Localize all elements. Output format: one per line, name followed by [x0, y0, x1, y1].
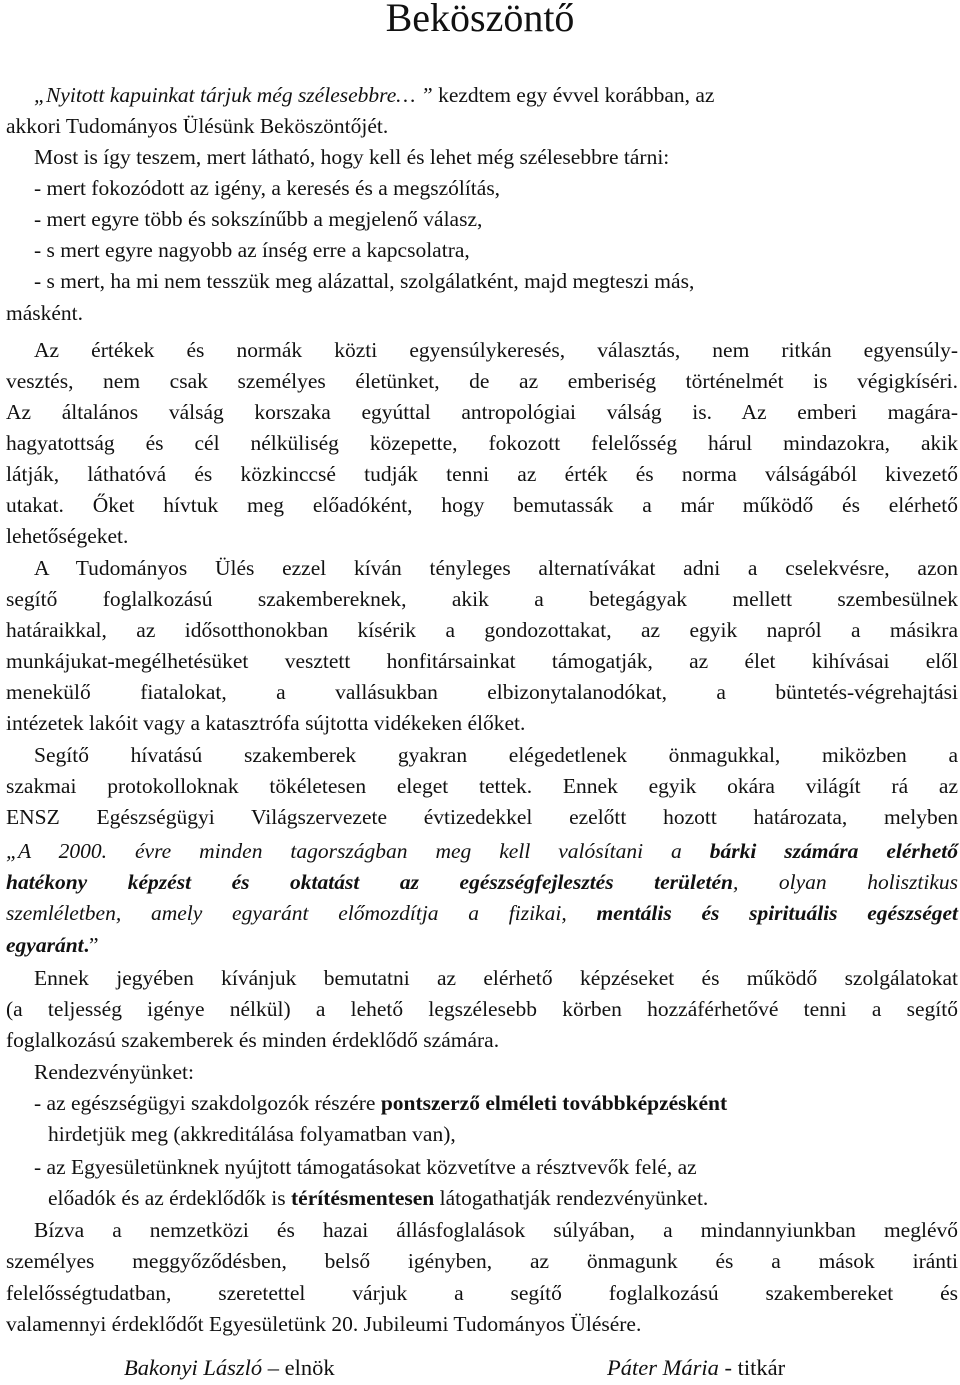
paragraph-line: lehetőségeket.	[6, 524, 129, 548]
paragraph-line: valamennyi érdeklődőt Egyesületünk 20. Jubileumi Tudományos Ülésére.	[6, 1312, 642, 1336]
intro-line: akkori Tudományos Ülésünk Beköszöntőjét.	[6, 114, 389, 138]
who-quote-line	[6, 930, 958, 961]
who-quote-emphasis: mentális és spirituális egészséget	[596, 901, 958, 925]
who-quote-close: ”	[89, 933, 99, 957]
events-item: hirdetjük meg (akkreditálása folyamatban van),	[48, 1122, 456, 1146]
paragraph-line: személyes meggyőződésben, belső igényben, az önmagunk és a mások iránti	[6, 1249, 958, 1273]
events-item-emphasis: pontszerző elméleti továbbképzésként	[380, 1091, 728, 1115]
list-item: másként.	[6, 301, 84, 325]
events-item	[34, 1088, 958, 1119]
intro-quote: „Nyitott kapuinkat tárjuk még szélesebbre… ”	[34, 83, 433, 107]
who-quote-line	[6, 867, 958, 898]
events-item-text: előadók és az érdeklődők is	[48, 1186, 291, 1210]
signature-name: Páter Mária	[607, 1355, 719, 1380]
who-quote-text: , olyan holisztikus	[732, 870, 958, 894]
events-item-emphasis: térítésmentesen	[291, 1186, 435, 1210]
paragraph-line: ENSZ Egészségügyi Világszervezete évtizedekkel ezelőtt hozott határozata, melyben	[6, 805, 958, 829]
paragraph-line: Ennek jegyében kívánjuk bemutatni az elérhető képzéseket és működő szolgálatokat	[34, 966, 958, 990]
intro-text: kezdtem egy évvel korábban, az	[432, 83, 715, 107]
paragraph-line: Az értékek és normák közti egyensúlykeresés, választás, nem ritkán egyensúly-	[34, 338, 958, 362]
events-item-text: látogathatják rendezvényünket.	[434, 1186, 709, 1210]
paragraph-line: vesztés, nem csak személyes életünket, de az emberiség történelmét is végigkíséri.	[6, 369, 958, 393]
who-quote-period: .	[83, 933, 90, 957]
who-quote-emphasis: egyaránt	[6, 933, 84, 957]
paragraph-line: Az általános válság korszaka egyúttal antropológiai válság is. Az emberi magára-	[6, 400, 958, 424]
paragraph-line: segítő foglalkozású szakembereknek, akik a betegágyak mellett szembesülnek	[6, 587, 958, 611]
paragraph-line: menekülő fiatalokat, a vallásukban elbizonytalanodókat, a büntetés-végrehajtási	[6, 680, 958, 704]
events-item	[48, 1183, 958, 1214]
paragraph-line: foglalkozású szakemberek és minden érdeklődő számára.	[6, 1028, 500, 1052]
signature-president	[124, 1352, 335, 1384]
list-item: - mert egyre több és sokszínűbb a megjelenő válasz,	[34, 207, 483, 231]
paragraph-line: hagyatottság és cél nélküliség közepette, fokozott felelősség hárul mindazokra, akik	[6, 431, 958, 455]
paragraph-line: látják, láthatóvá és közkinccsé tudják tenni az érték és norma válságából kivezető	[6, 462, 958, 486]
paragraph-line: A Tudományos Ülés ezzel kíván tényleges alternatívákat adni a cselekvésre, azon	[34, 556, 958, 580]
paragraph-line: Segítő hívatású szakemberek gyakran elégedetlenek önmagukkal, miközben a	[34, 743, 958, 767]
paragraph-line: felelősségtudatban, szeretettel várjuk a segítő foglalkozású szakembereket és	[6, 1281, 958, 1305]
paragraph-line: Most is így teszem, mert látható, hogy kell és lehet még szélesebbre tárni:	[34, 145, 670, 169]
intro-line	[34, 80, 958, 111]
who-quote-line	[6, 836, 958, 867]
list-item: - s mert egyre nagyobb az ínség erre a kapcsolatra,	[34, 238, 470, 262]
paragraph-line: határaikkal, az idősotthonokban kísérik a gondozottakat, az egyik napról a másikra	[6, 618, 958, 642]
list-item: - mert fokozódott az igény, a keresés és a megszólítás,	[34, 176, 501, 200]
who-quote-emphasis: hatékony képzést és oktatást az egészségfejlesztés területén	[6, 870, 733, 894]
paragraph-line: Bízva a nemzetközi és hazai állásfoglalások súlyában, a mindannyiunkban meglévő	[34, 1218, 958, 1242]
signature-secretary	[607, 1352, 785, 1384]
signature-name: Bakonyi László	[124, 1355, 263, 1380]
events-item-text: - az egészségügyi szakdolgozók részére	[34, 1091, 381, 1115]
paragraph-line: utakat. Őket hívtuk meg előadóként, hogy bemutassák a már működő és elérhető	[6, 493, 958, 517]
paragraph-line: munkájukat-megélhetésüket vesztett honfitársainkat támogatják, az élet kihívásai elől	[6, 649, 958, 673]
who-quote-text: „A 2000. évre minden tagországban meg kell valósítani a	[6, 839, 710, 863]
events-heading: Rendezvényünket:	[34, 1060, 195, 1084]
paragraph-line: szakmai protokolloknak tökéletesen eleget tettek. Ennek egyik okára világít rá az	[6, 774, 958, 798]
signature-role: – elnök	[262, 1355, 335, 1380]
page-title: Beköszöntő	[385, 0, 575, 40]
paragraph-line: (a teljesség igénye nélkül) a lehető legszélesebb körben hozzáférhetővé tenni a segítő	[6, 997, 958, 1021]
who-quote-line	[6, 898, 958, 929]
who-quote-text: szemléletben, amely egyaránt előmozdítja a fizikai,	[6, 901, 597, 925]
signature-role: - titkár	[718, 1355, 786, 1380]
list-item: - s mert, ha mi nem tesszük meg alázattal, szolgálatként, majd megteszi más,	[34, 269, 695, 293]
events-item: - az Egyesületünknek nyújtott támogatásokat közvetítve a résztvevők felé, az	[34, 1155, 697, 1179]
paragraph-line: intézetek lakóit vagy a katasztrófa sújtotta vidékeken élőket.	[6, 711, 526, 735]
who-quote-emphasis: bárki számára elérhető	[709, 839, 958, 863]
